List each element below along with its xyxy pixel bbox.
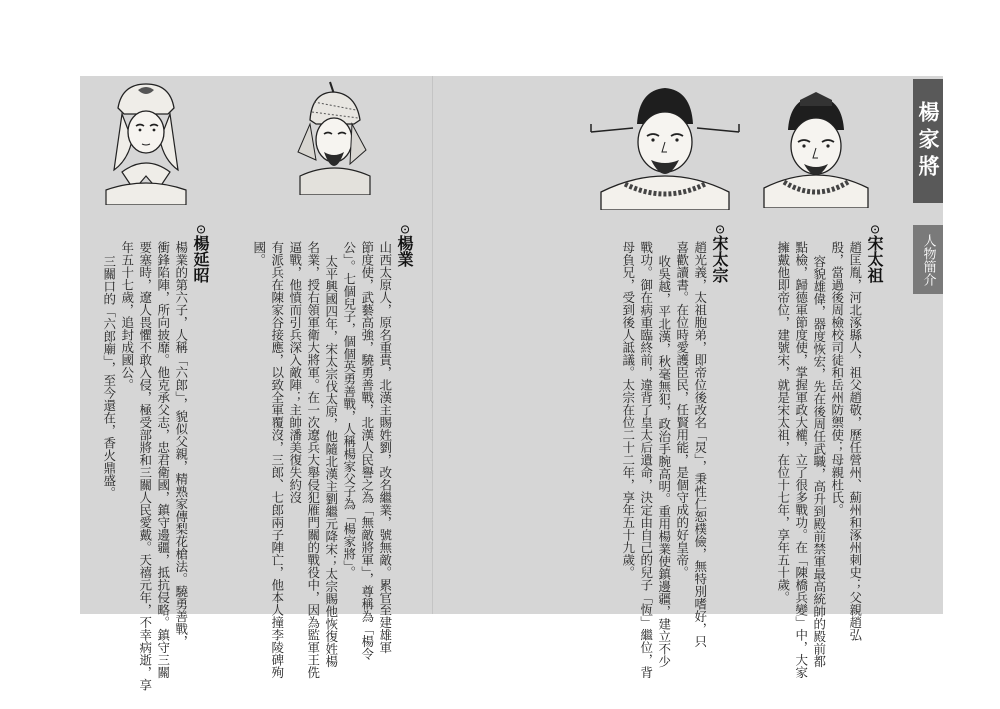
bullet-icon: ⊙ bbox=[712, 224, 727, 235]
heading-text: 宋太祖 bbox=[865, 234, 884, 283]
taizu-line-4: 點檢，歸德軍節度使，掌握軍政大權，立了很多戰功。在「陳橋兵變」中，大家 bbox=[793, 241, 809, 679]
heading-text: 楊業 bbox=[395, 234, 414, 267]
song-taizu-portrait bbox=[760, 90, 872, 208]
bullet-icon: ⊙ bbox=[867, 224, 882, 235]
chapter-tab bbox=[913, 79, 943, 294]
yang-ye-portrait bbox=[290, 80, 375, 195]
yang-yanzhao-portrait bbox=[98, 80, 193, 205]
song-taizong-portrait bbox=[585, 80, 745, 210]
taizu-line-5: 擁戴他即帝位，建號宋，就是宋太祖，在位十七年，享年五十歲。 bbox=[775, 241, 791, 604]
yanzhao-line-5: 三關口的「六郎廟」，至今還在，香火鼎盛。 bbox=[101, 255, 117, 499]
heading-yang-ye bbox=[393, 224, 416, 267]
yangye-line-4: 太平興國四年，宋太宗伐太原，他隨北漢主劉繼元降宋；太宗賜他恢復姓楊 bbox=[323, 255, 339, 668]
yanzhao-line-2: 衝鋒陷陣，所向披靡。他克承父志，忠君衛國，鎮守邊疆，抵抗侵略。鎮守三關 bbox=[155, 241, 171, 679]
taizong-line-4: 戰功。御在病重臨終前，違背了皇太后遺命，決定由自己的兒子「恆」繼位，背 bbox=[638, 241, 654, 679]
yangye-line-6: 逼戰，他憤而引兵深入敵陣；主帥潘美復失約沒 bbox=[287, 241, 303, 504]
taizong-line-3: 收吳越，平北漢，秋毫無犯，政治手腕高明。重用楊業使鎮邊疆，建立不少 bbox=[656, 255, 672, 668]
heading-song-taizu bbox=[863, 224, 886, 283]
taizu-line-3: 容貌雄偉，器度恢宏，先在後周任武職，高升到殿前禁軍最高統帥的殿前都 bbox=[811, 255, 827, 668]
yangye-line-2: 節度使，武藝高強，驍勇善戰，北漢人民譽之為「無敵將軍」，尊稱為「楊令 bbox=[359, 241, 375, 660]
yanzhao-line-3: 要塞時，遼人畏懼不敢入侵，極受部將和三關人民愛戴。天禧元年，不幸病逝，享 bbox=[137, 241, 153, 691]
heading-text: 宋太宗 bbox=[710, 234, 729, 283]
heading-yang-yanzhao bbox=[189, 224, 212, 283]
yangye-line-8: 國。 bbox=[251, 241, 267, 266]
yangye-line-1: 山西太原人，原名重貴，北漢主賜姓劉，改名繼業，號無敵。累官至建雄軍 bbox=[377, 241, 393, 654]
yangye-line-3: 公」。七個兒子，個個英勇善戰，人稱楊家父子為「楊家將」。 bbox=[341, 241, 357, 579]
heading-text: 楊延昭 bbox=[191, 234, 210, 283]
page-gutter bbox=[432, 76, 433, 614]
bullet-icon: ⊙ bbox=[397, 224, 412, 235]
taizong-line-1: 趙光義，太祖胞弟，即帝位後改名「炅」，秉性仁恕樸儉，無特別嗜好，只 bbox=[692, 241, 708, 648]
taizu-line-2: 殷，當過後周檢校司徒和岳州防禦使；母親杜氏。 bbox=[829, 241, 845, 516]
chapter-subtitle: 人物簡介 bbox=[913, 225, 943, 294]
taizu-line-1: 趙匡胤，河北涿縣人，祖父趙敬，歷任營州、薊州和涿州刺史；父親趙弘 bbox=[847, 241, 863, 641]
yangye-line-7: 有派兵在陳家谷接應，以致全軍覆沒，三郎、七郎兩子陣亡，他本人撞李陵碑殉 bbox=[269, 241, 285, 679]
yanzhao-line-4: 年五十七歲，追封成國公。 bbox=[119, 241, 135, 391]
taizong-line-2: 喜歡讀書。在位時愛護臣民，任賢用能，是個守成的好皇帝。 bbox=[674, 241, 690, 579]
heading-song-taizong bbox=[708, 224, 731, 283]
bullet-icon: ⊙ bbox=[193, 224, 208, 235]
chapter-title: 楊家將 bbox=[913, 79, 943, 203]
yanzhao-line-1: 楊業的第六子，人稱「六郎」，貌似父親，精熟家傳梨花槍法。驍勇善戰， bbox=[173, 241, 189, 648]
yangye-line-5: 名業，授右領軍衛大將軍。在一次遼兵大舉侵犯雁門關的戰役中，因為監軍王侁 bbox=[305, 241, 321, 679]
taizong-line-5: 母負兄，受到後人詆議。太宗在位二十二年，享年五十九歲。 bbox=[620, 241, 636, 579]
